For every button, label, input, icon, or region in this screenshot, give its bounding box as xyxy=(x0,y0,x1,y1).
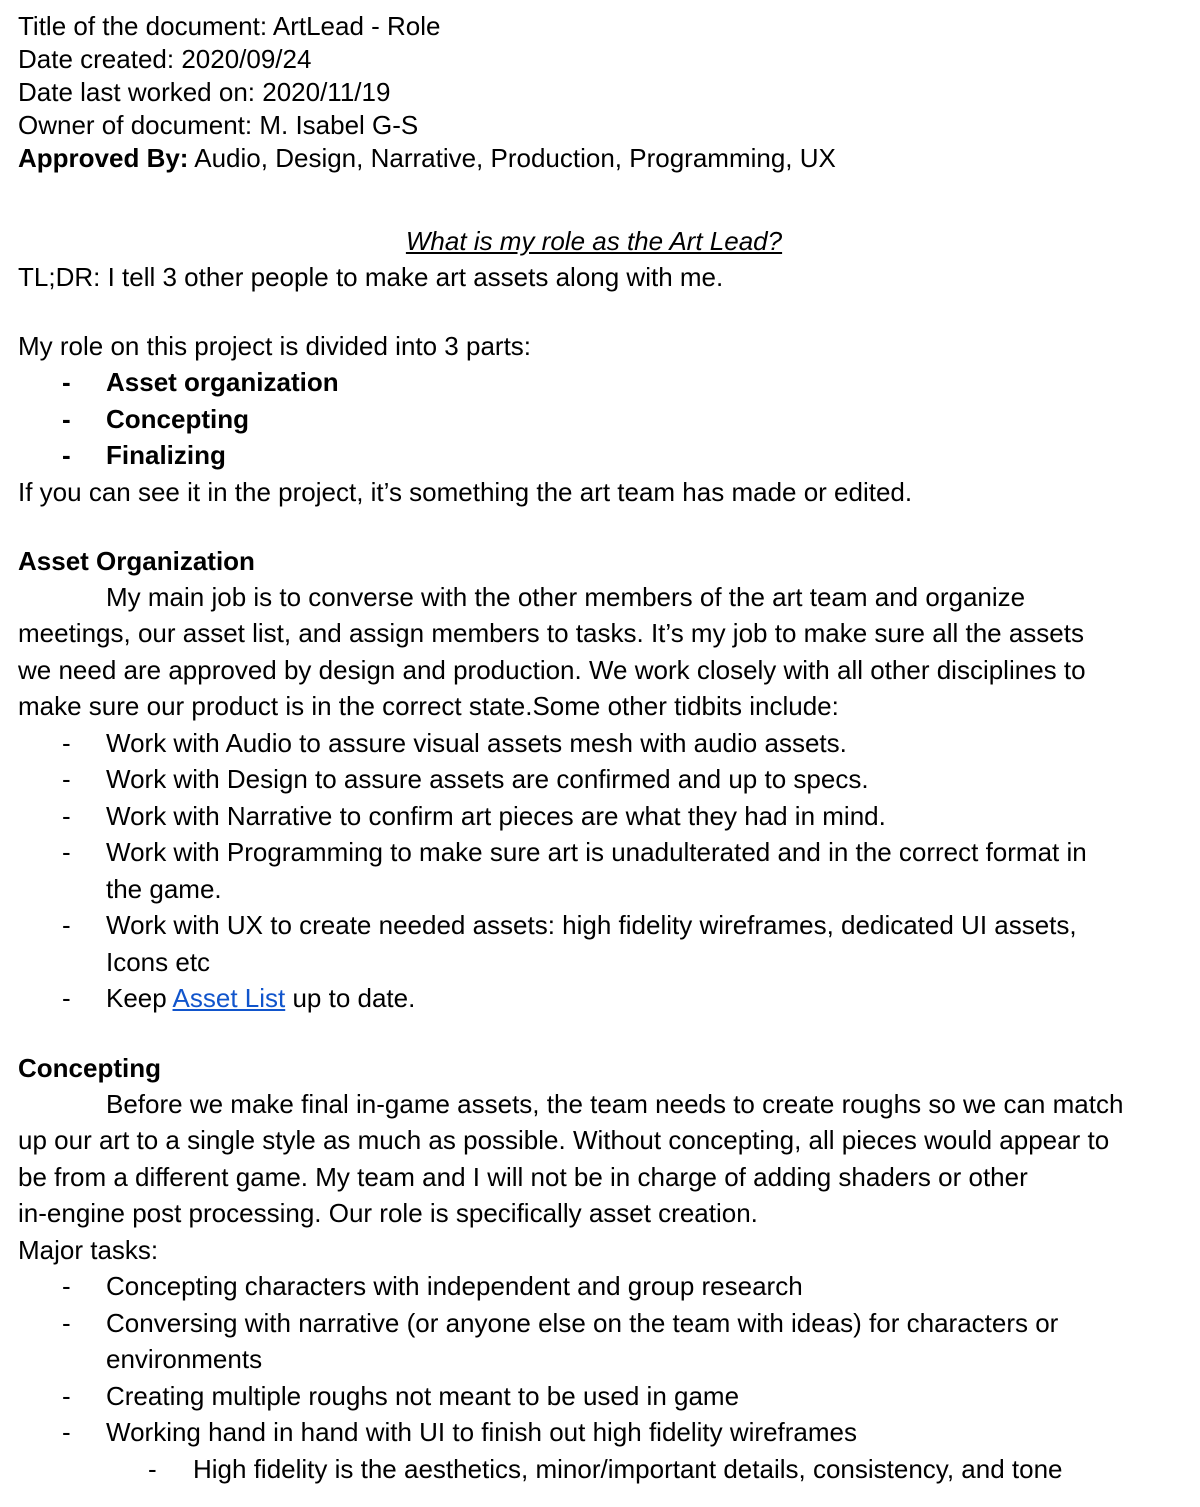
dash-bullet: - xyxy=(62,1380,71,1411)
spacer xyxy=(18,295,1178,328)
list-item: - Concepting xyxy=(18,401,1178,438)
list-item: - Conversing with narrative (or anyone else on the team with ideas) for characters or environments xyxy=(18,1305,1178,1378)
asset-organization-heading: Asset Organization xyxy=(18,545,255,576)
dash-bullet: - xyxy=(148,1453,157,1484)
role-heading: What is my role as the Art Lead? xyxy=(405,226,783,256)
date-last-worked-line: Date last worked on: 2020/11/19 xyxy=(18,77,391,107)
dash-bullet: - xyxy=(62,764,71,794)
list-item: - High fidelity is the aesthetics, minor/important details, consistency, and tone xyxy=(18,1451,1178,1488)
list-item: - Asset organization xyxy=(18,364,1178,401)
summary-line: If you can see it in the project, it’s something the art team has made or edited. xyxy=(18,476,913,507)
list-item: - Work with Programming to make sure art is unadulterated and in the correct format in the game. xyxy=(18,834,1178,907)
list-item: - Work with Narrative to confirm art pieces are what they had in mind. xyxy=(18,798,1178,835)
owner-line: Owner of document: M. Isabel G-S xyxy=(18,110,419,140)
dash-bullet: - xyxy=(62,727,71,758)
list-item: - Work with Design to assure assets are confirmed and up to specs. xyxy=(18,761,1178,798)
list-item: - Work with Audio to assure visual assets mesh with audio assets. xyxy=(18,725,1178,762)
tldr-line: TL;DR: I tell 3 other people to make art assets along with me. xyxy=(18,262,724,292)
dash-bullet: - xyxy=(62,440,71,470)
concepting-tasks-list xyxy=(18,1268,1178,1451)
major-tasks-label: Major tasks: xyxy=(18,1234,159,1265)
spacer xyxy=(18,1017,1178,1050)
approved-by-line xyxy=(18,142,1178,175)
concepting-heading: Concepting xyxy=(18,1052,161,1083)
dash-bullet: - xyxy=(62,1271,71,1301)
dash-bullet: - xyxy=(62,910,71,940)
approved-by-value: Audio, Design, Narrative, Production, Programming, UX xyxy=(188,143,836,173)
asset-organization-list xyxy=(18,725,1178,1017)
list-item: - Keep Asset List up to date. xyxy=(18,980,1178,1017)
asset-organization-paragraph: My main job is to converse with the other members of the art team and organize meetings, our asset list, and assign members to tasks. It’s my job to make sure all the assets we need are approved by design and production. We work closely with all other disciplines to make sure our product is in the correct state.Some other tidbits include: xyxy=(18,581,1086,721)
list-item: - Finalizing xyxy=(18,437,1178,474)
concepting-paragraph: Before we make final in-game assets, the team needs to create roughs so we can match up our art to a single style as much as possible. Without concepting, all pieces would appear to be from a different game. My team and I will not be in charge of adding shaders or other in-engine post processing. Our role is specifically asset creation. Major tasks: xyxy=(18,1088,1124,1265)
asset-list-link[interactable]: Asset List xyxy=(172,983,286,1013)
dash-bullet: - xyxy=(62,403,71,434)
parts-list xyxy=(18,364,1178,474)
dash-bullet: - xyxy=(62,367,71,397)
list-item: - Creating multiple roughs not meant to be used in game xyxy=(18,1378,1178,1415)
spacer xyxy=(18,510,1178,543)
dash-bullet: - xyxy=(62,983,71,1013)
concepting-subtask-list xyxy=(18,1451,1178,1488)
date-created-line: Date created: 2020/09/24 xyxy=(18,44,312,74)
list-item: - Working hand in hand with UI to finish out high fidelity wireframes xyxy=(18,1414,1178,1451)
doc-title-line: Title of the document: ArtLead - Role xyxy=(18,11,441,41)
spacer xyxy=(18,175,1178,211)
dash-bullet: - xyxy=(62,800,71,831)
dash-bullet: - xyxy=(62,1417,71,1447)
parts-lead: My role on this project is divided into 3 parts: xyxy=(18,331,532,361)
dash-bullet: - xyxy=(62,1307,71,1338)
approved-by-label: Approved By: xyxy=(18,143,189,173)
list-item: - Concepting characters with independent and group research xyxy=(18,1268,1178,1305)
list-item: - Work with UX to create needed assets: high fidelity wireframes, dedicated UI assets, Icons etc xyxy=(18,907,1178,980)
dash-bullet: - xyxy=(62,837,71,867)
